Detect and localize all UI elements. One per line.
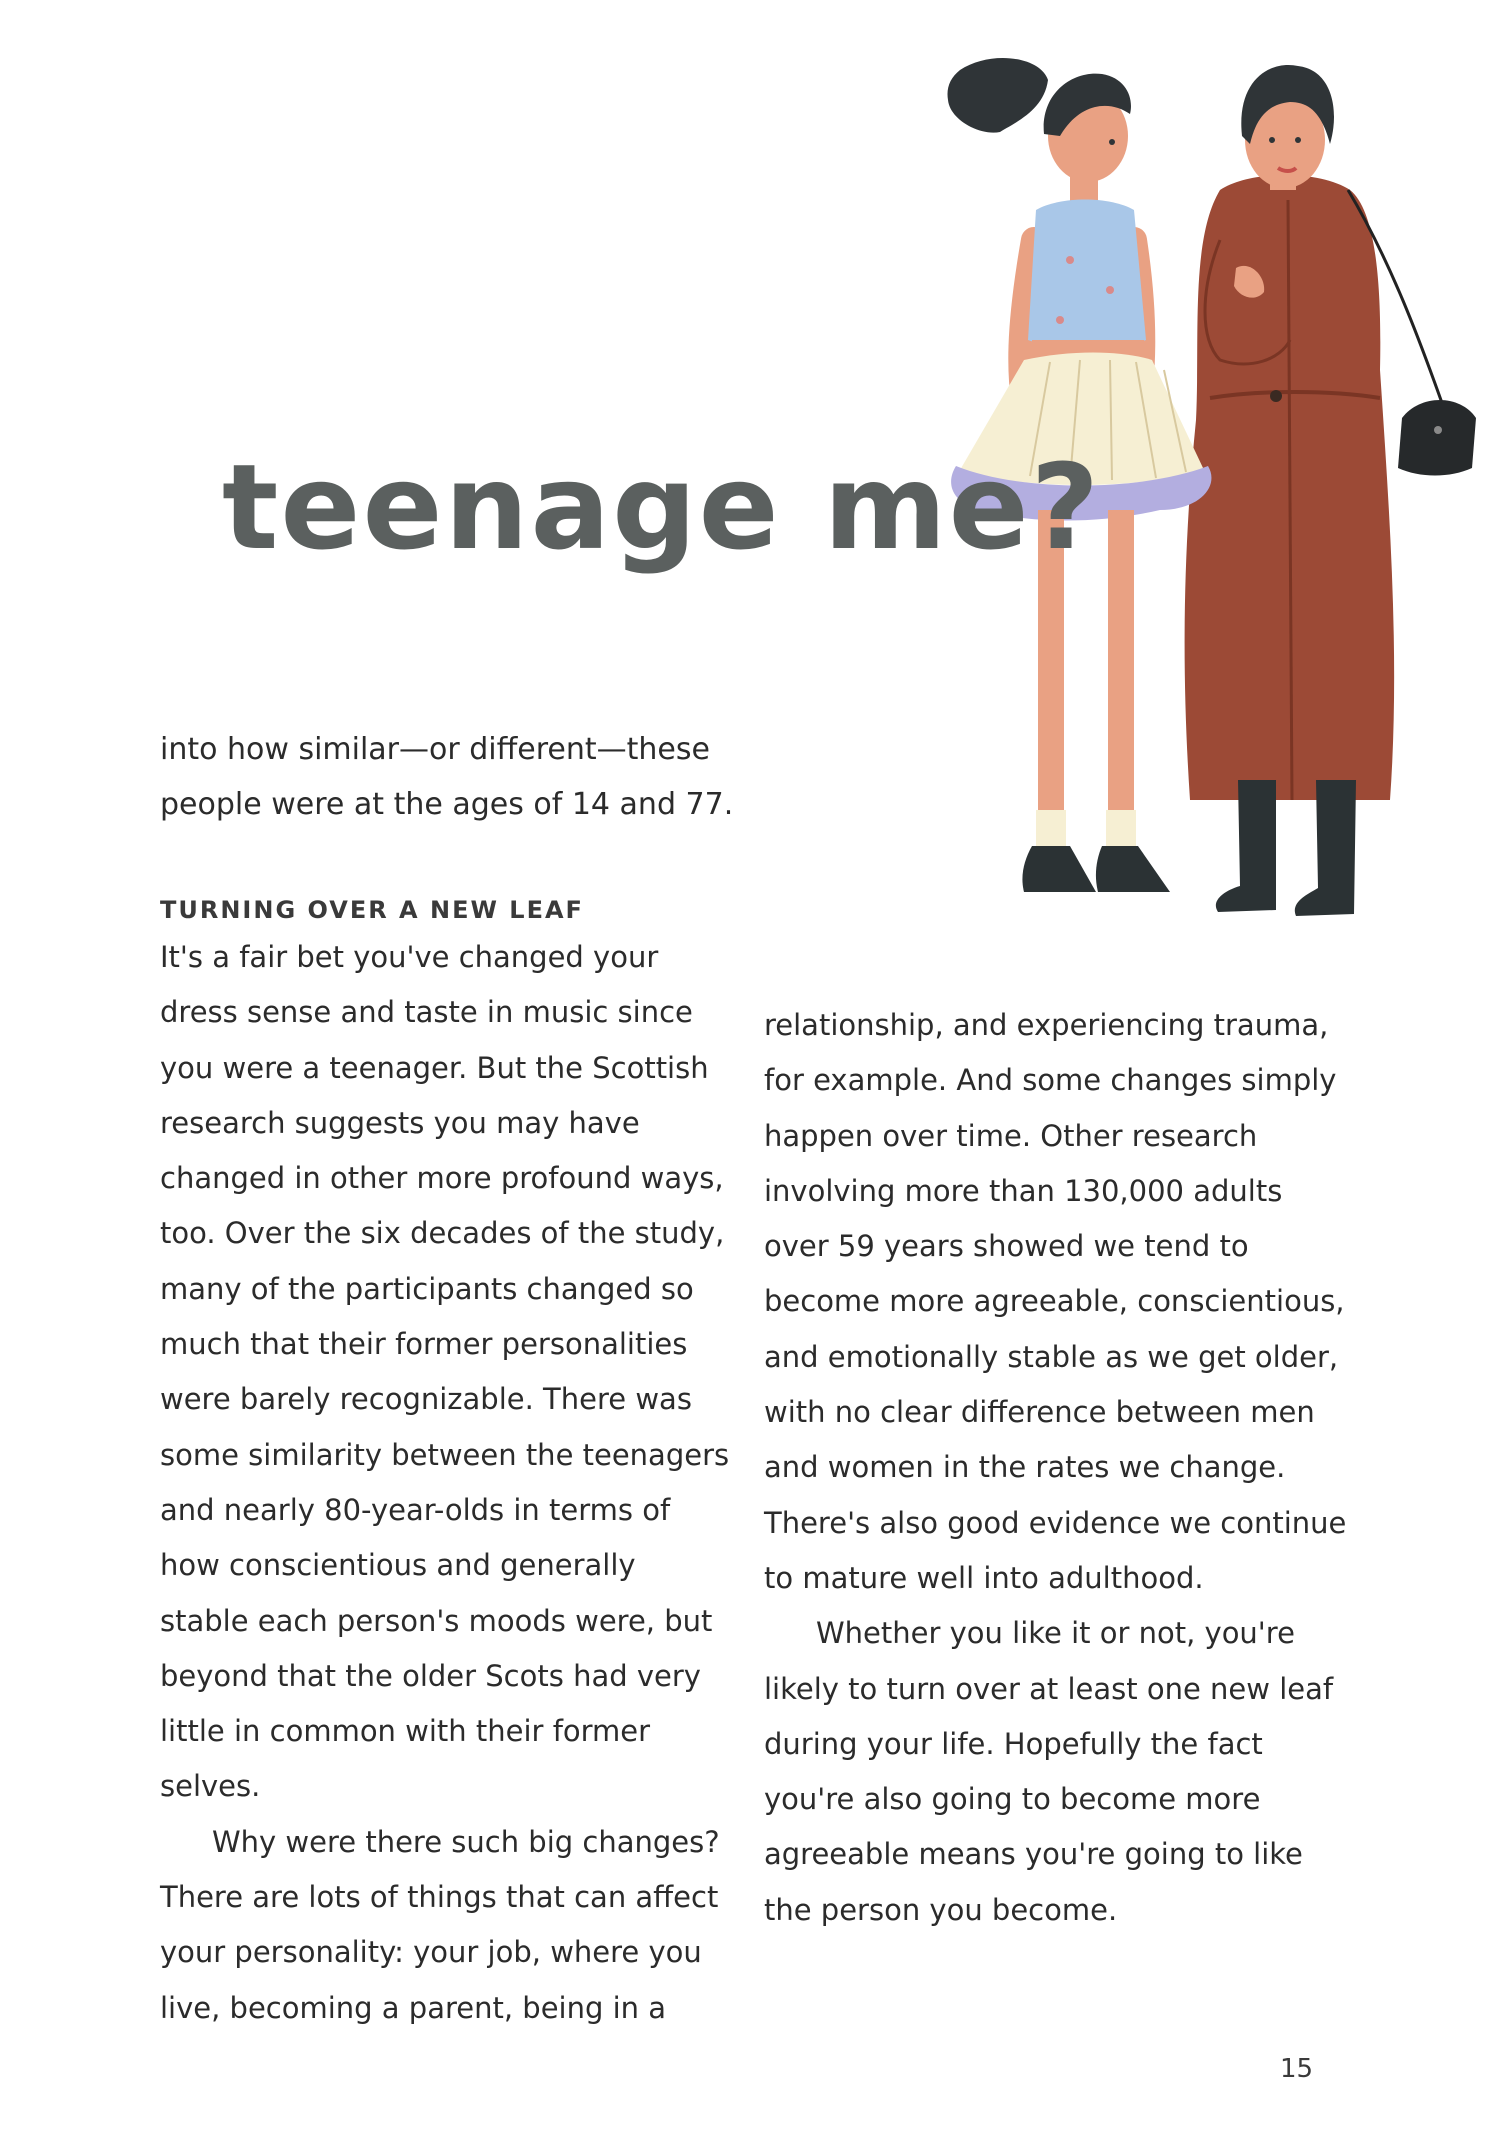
left-column — [160, 890, 730, 2036]
body-paragraph: Whether you like it or not, you're likely to turn over at least one new leaf during your life. Hopefully the fact you're also going to become more agreeable means you're going to like the person you become. — [764, 1616, 1334, 1927]
body-paragraph: relationship, and experiencing trauma, for example. And some changes simply happen over time. Other research involving more than 130,000 adults over 59 years showed we tend to become more agreeable, conscientious, and emotionally stable as we get older, with no clear difference between men and women in the rates we change. There's also good evidence we continue to mature well into adulthood. — [764, 1008, 1347, 1595]
intro-paragraph: into how similar—or different—these people were at the ages of 14 and 77. — [160, 732, 734, 822]
body-paragraph: It's a fair bet you've changed your dress sense and taste in music since you were a teenager. But the Scottish research suggests you may have changed in other more profound ways, too. Over the six decades of the study, many of the participants changed so much that their former personalities were barely recognizable. There was some similarity between the teenagers and nearly 80-year-olds in terms of how conscientious and generally stable each person's moods were, but beyond that the older Scots had very little in common with their former selves. — [160, 940, 730, 1804]
page-number: 15 — [1280, 2054, 1314, 2084]
page-headline: teenage me? — [222, 438, 1102, 576]
right-column — [764, 998, 1354, 1938]
body-paragraph: Why were there such big changes? There are lots of things that can affect your personality: your job, where you live, becoming a parent, being in a — [160, 1824, 720, 2025]
section-heading: TURNING OVER A NEW LEAF — [160, 896, 584, 924]
older-woman-figure — [1185, 65, 1476, 916]
